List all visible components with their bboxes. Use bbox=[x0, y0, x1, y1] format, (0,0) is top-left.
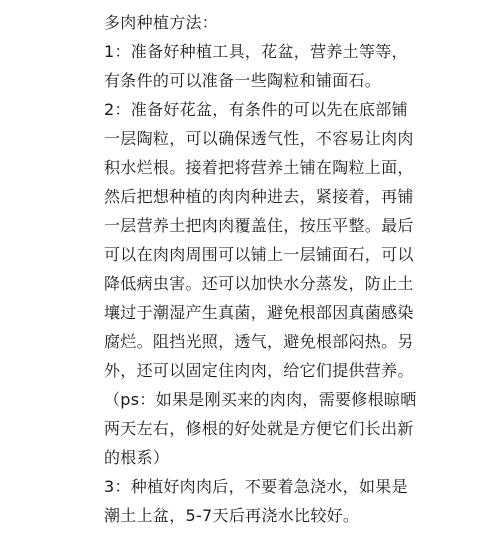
text-line: 降低病虫害。还可以加快水分蒸发，防止土 bbox=[104, 274, 414, 293]
text-line: 有条件的可以准备一些陶粒和铺面石。 bbox=[104, 71, 382, 90]
text-line: 腐烂。阻挡光照，透气，避免根部闷热。另 bbox=[104, 332, 414, 351]
text-line: 的根系） bbox=[104, 448, 170, 467]
text-line: 壤过于潮湿产生真菌，避免根部因真菌感染 bbox=[104, 303, 414, 322]
text-line: 潮土上盆，5-7天后再浇水比较好。 bbox=[104, 506, 360, 525]
text-line: 一层陶粒，可以确保透气性，不容易让肉肉 bbox=[104, 129, 414, 148]
text-line: 一层营养土把肉肉覆盖住，按压平整。最后 bbox=[104, 216, 414, 235]
text-line: 外，还可以固定住肉肉，给它们提供营养。 bbox=[104, 361, 414, 380]
text-line: 2：准备好花盆，有条件的可以先在底部铺 bbox=[104, 100, 408, 119]
article-title: 多肉种植方法： bbox=[104, 13, 219, 32]
article-body bbox=[104, 8, 417, 530]
text-line: 1：准备好种植工具，花盆，营养土等等， bbox=[104, 42, 408, 61]
text-line: 可以在肉肉周围可以铺上一层铺面石，可以 bbox=[104, 245, 414, 264]
text-line: 积水烂根。接着把将营养土铺在陶粒上面， bbox=[104, 158, 414, 177]
text-line: 然后把想种植的肉肉种进去，紧接着，再铺 bbox=[104, 187, 414, 206]
text-line: 两天左右，修根的好处就是方便它们长出新 bbox=[104, 419, 414, 438]
text-line: 3：种植好肉肉后，不要着急浇水，如果是 bbox=[104, 477, 408, 496]
text-line: （ps：如果是刚买来的肉肉，需要修根晾晒 bbox=[104, 390, 417, 409]
